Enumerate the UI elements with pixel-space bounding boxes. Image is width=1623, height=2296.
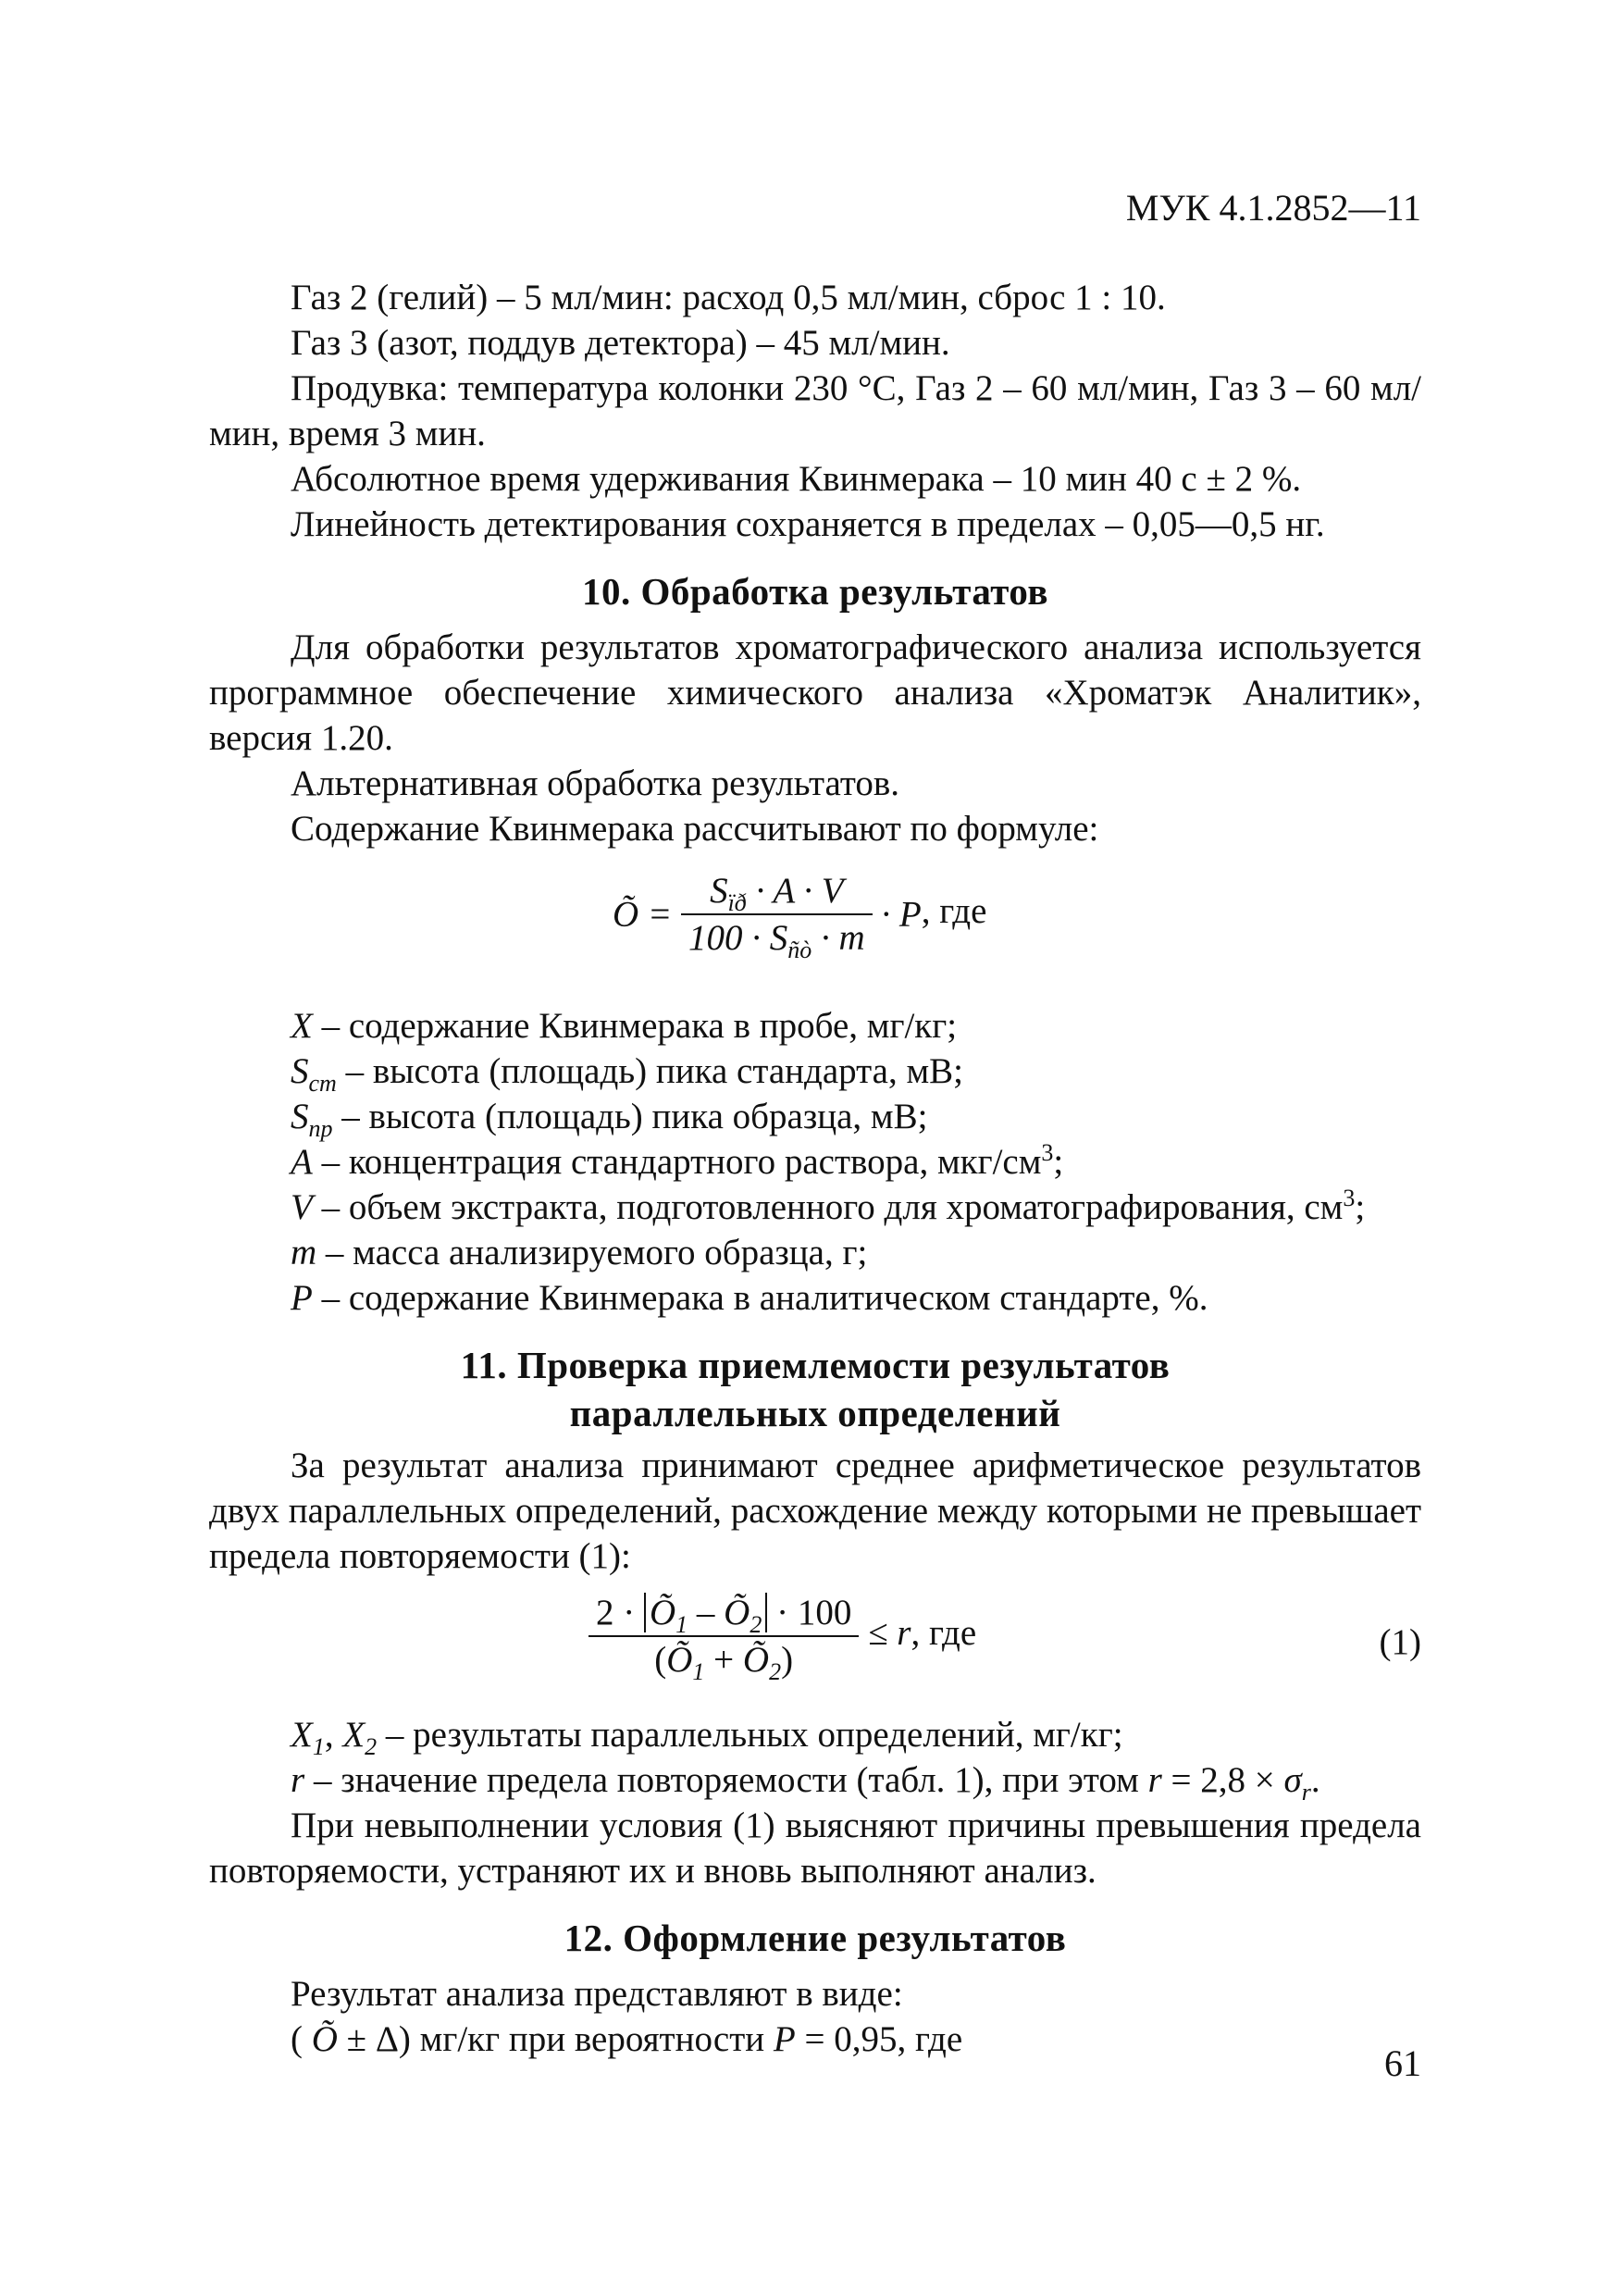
section-12-paragraph-1: Результат анализа представляют в виде: [291, 1974, 903, 2014]
rep-den-plus: + [704, 1640, 743, 1680]
rep-den-o2-sub: 2 [769, 1657, 782, 1685]
d2-text: – значение предела повторяемости (табл. 1), при этом [304, 1760, 1148, 1800]
section-11-heading-line-1: 11. Проверка приемлемости результатов [460, 1344, 1171, 1386]
definition-symbol: S [291, 1051, 309, 1091]
section-10-heading: 10. Обработка результатов [581, 570, 1049, 613]
page-body [209, 275, 1421, 2062]
definition-symbol: P [291, 1278, 313, 1318]
rep-num-pre: 2 · [596, 1593, 644, 1632]
definition-tail: ; [1355, 1187, 1366, 1227]
repeatability-formula-expression [588, 1590, 977, 1685]
rep-num-post: · 100 [767, 1593, 852, 1632]
p2-mid: ± Δ) мг/кг при вероятности [337, 2019, 774, 2059]
definition-symbol: m [291, 1233, 317, 1272]
definition-text: – масса анализируемого образца, г; [316, 1233, 868, 1272]
rep-minus: – [688, 1593, 725, 1632]
content-formula-expression [613, 868, 986, 961]
definition-superscript: 3 [1343, 1185, 1356, 1211]
definition-line [209, 1049, 1421, 1097]
definition-text: – концентрация стандартного раствора, мкг/см [312, 1142, 1042, 1182]
rep-den-o2: Õ [742, 1640, 770, 1680]
formula-denominator-pre: 100 · S [688, 918, 788, 958]
section-12-heading: 12. Оформление результатов [564, 1917, 1067, 1959]
repeatability-denominator [588, 1635, 859, 1685]
d1-sub2: 2 [365, 1732, 378, 1760]
formula-denominator [681, 913, 873, 961]
section-11-heading [209, 1341, 1421, 1437]
section-11-definition-1 [209, 1712, 1421, 1760]
d2-sigma-sub: r [1301, 1778, 1311, 1806]
rep-where: , где [911, 1612, 977, 1653]
intro-line-3: Продувка: температура колонки 230 °С, Газ 2 – 60 мл/мин, Газ 3 – 60 мл/мин, время 3 мин. [209, 368, 1421, 453]
definition-text: – высота (площадь) пика стандарта, мВ; [336, 1051, 964, 1091]
d2-sigma: σ [1283, 1760, 1302, 1800]
p2-open: ( [291, 2019, 312, 2059]
definition-line [209, 1275, 1421, 1321]
definition-tail: ; [1053, 1142, 1064, 1182]
repeatability-fraction [588, 1590, 859, 1685]
variable-definitions [209, 1003, 1421, 1321]
p2-sym: Õ [311, 2019, 338, 2059]
rep-o1-sub: 1 [675, 1610, 688, 1638]
formula-numerator-subscript: ïð [727, 888, 747, 916]
p2-end: = 0,95, где [795, 2019, 963, 2059]
definition-text: – содержание Квинмерака в аналитическом стандарте, %. [312, 1278, 1208, 1318]
intro-line-4: Абсолютное время удерживания Квинмерака – 10 мин 40 с ± 2 %. [291, 459, 1302, 499]
rep-den-open: ( [654, 1640, 667, 1680]
definition-symbol: A [291, 1142, 313, 1182]
section-10-paragraph-2: Альтернативная обработка результатов. [291, 763, 900, 803]
rep-den-close: ) [781, 1640, 794, 1680]
section-11-definition-2 [209, 1757, 1421, 1806]
d2-sym: r [291, 1760, 305, 1800]
document-code-header: МУК 4.1.2852—11 [1125, 187, 1421, 229]
intro-line-1: Газ 2 (гелий) – 5 мл/мин: расход 0,5 мл/мин, сброс 1 : 10. [291, 278, 1166, 317]
definition-text: – содержание Квинмерака в пробе, мг/кг; [312, 1006, 958, 1046]
rep-rhs: ≤ r [859, 1612, 911, 1653]
formula-denominator-subscript: ñò [787, 936, 812, 963]
page-number: 61 [1384, 2042, 1421, 2084]
formula-denominator-post: · m [812, 918, 865, 958]
definition-symbol: V [291, 1187, 313, 1227]
rep-den-o1: Õ [666, 1640, 693, 1680]
definition-symbol: X [291, 1006, 313, 1046]
rep-o2: Õ [724, 1593, 750, 1632]
definition-line [209, 1003, 1421, 1049]
intro-line-2: Газ 3 (азот, поддув детектора) – 45 мл/мин. [291, 323, 950, 363]
d1-sub1: 1 [312, 1732, 325, 1760]
definition-text: – высота (площадь) пика образца, мВ; [332, 1097, 928, 1136]
rep-o2-sub: 2 [750, 1610, 762, 1638]
formula-where: , где [921, 890, 987, 931]
repeatability-numerator [588, 1590, 859, 1638]
d2-eq-sym: r [1147, 1760, 1162, 1800]
formula-numerator [681, 868, 873, 916]
d1-sym2: X [342, 1715, 365, 1755]
section-11-paragraph-1: За результат анализа принимают среднее арифметическое результатов двух параллельных определений, расхождение между которыми не превышает предела повторяемости (1): [209, 1446, 1421, 1576]
definition-subscript: ст [308, 1069, 337, 1097]
equation-number: (1) [1379, 1622, 1421, 1662]
d1-text: – результаты параллельных определений, мг/кг; [377, 1715, 1123, 1755]
formula-lhs: Õ = [613, 894, 673, 935]
d1-sep: , [324, 1715, 343, 1755]
d2-end: . [1310, 1760, 1320, 1800]
section-12-paragraph-2 [209, 2017, 1421, 2062]
definition-subscript: пр [308, 1114, 333, 1142]
section-10-paragraph-3: Содержание Квинмерака рассчитывают по формуле: [291, 809, 1099, 849]
definition-line [209, 1230, 1421, 1275]
rep-den-o1-sub: 1 [692, 1657, 705, 1685]
content-formula [209, 859, 1421, 990]
definition-superscript: 3 [1041, 1139, 1054, 1166]
section-10-paragraph-1: Для обработки результатов хроматографического анализа используется программное обеспечение химического анализа «Хроматэк Аналитик», версия 1.20. [209, 627, 1421, 758]
intro-line-5: Линейность детектирования сохраняется в пределах – 0,05—0,5 нг. [291, 504, 1325, 544]
definition-line [209, 1185, 1421, 1230]
formula-rhs: · P [881, 894, 922, 935]
rep-o1: Õ [650, 1593, 676, 1632]
d1-sym: X [291, 1715, 313, 1755]
d2-eq: = 2,8 × [1161, 1760, 1284, 1800]
definition-symbol: S [291, 1097, 309, 1136]
formula-numerator-rest: · A · V [746, 871, 844, 911]
formula-numerator-symbol: S [710, 871, 728, 911]
definition-line [209, 1139, 1421, 1185]
formula-fraction [681, 868, 873, 961]
section-11-paragraph-2: При невыполнении условия (1) выясняют причины превышения предела повторяемости, устраняют их и вновь выполняют анализ. [209, 1806, 1421, 1891]
definition-line [209, 1094, 1421, 1142]
definition-text: – объем экстракта, подготовленного для хроматографирования, см [312, 1187, 1344, 1227]
absolute-value [644, 1593, 767, 1638]
section-11-heading-line-2: параллельных определений [569, 1392, 1061, 1434]
p2-p: P [773, 2019, 796, 2059]
repeatability-formula [209, 1584, 1421, 1705]
